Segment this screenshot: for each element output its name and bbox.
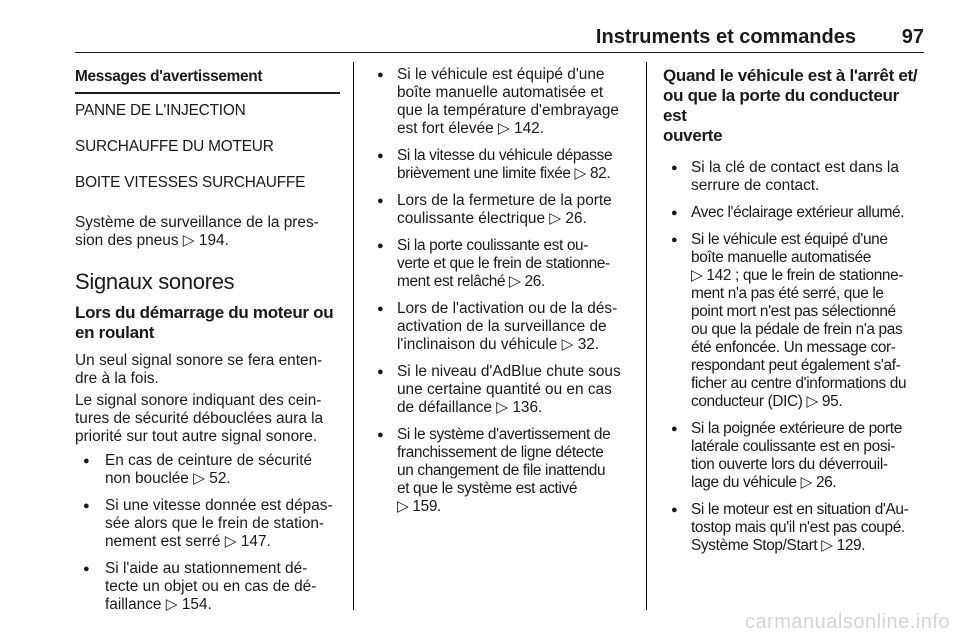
column-divider [646,62,647,610]
list-item: ● Si une vitesse donnée est dépas- sée alors que le frein de station- nement est serré ▷ 147. [75,497,340,551]
watermark: carmanualsonline.info [744,611,950,633]
column-3 [663,62,925,564]
paragraph: Un seul signal sonore se fera enten- dre à la fois. [75,352,323,387]
list-item: ● Si le système d'avertissement de franchissement de ligne détecte un changement de file inattendu et que le système est activé ▷ 159. [369,426,632,516]
column-divider [353,62,354,610]
column-2 [369,62,632,525]
paragraph: Le signal sonore indiquant des cein- tures de sécurité débouclées aura la priorité sur tout autre signal sonore. [75,392,324,445]
subsection-title: Lors du démarrage du moteur ou en roulant [75,303,334,342]
section-title: Signaux sonores [75,269,235,294]
page-header [75,24,924,53]
warning-message: BOITE VITESSES SURCHAUFFE [75,174,306,191]
list-item: ● Si l'aide au stationnement dé- tecte un objet ou en cas de dé- faillance ▷ 154. [75,560,340,614]
bullet-list [369,66,632,516]
list-item: ● Si la clé de contact est dans la serrure de contact. [663,159,925,195]
column-1 [75,62,340,623]
paragraph: Système de surveillance de la pres- sion des pneus ▷ 194. [75,214,319,249]
list-item: ● Si le niveau d'AdBlue chute sous une certaine quantité ou en cas de défaillance ▷ 136. [369,363,632,417]
page-number: 97 [901,26,924,48]
bullet-list [75,452,340,614]
header-title: Instruments et commandes [595,26,856,48]
bullet-list [663,159,925,555]
list-item: ● Si le véhicule est équipé d'une boîte manuelle automatisée et que la température d'embrayage est fort élevée ▷ 142. [369,66,632,138]
warning-message: SURCHAUFFE DU MOTEUR [75,138,274,155]
list-item: ● En cas de ceinture de sécurité non bouclée ▷ 52. [75,452,340,488]
list-item: ● Lors de l'activation ou de la dés- activation de la surveillance de l'inclinaison du véhicule ▷ 32. [369,300,632,354]
list-item: ● Avec l'éclairage extérieur allumé. [663,204,925,222]
subsection-title: Quand le véhicule est à l'arrêt et/ ou que la porte du conducteur est ouverte [663,66,918,145]
list-item: ● Si la porte coulissante est ou- verte et que le frein de stationne- ment est relâché ▷ 26. [369,237,632,291]
list-item: ● Si le moteur est en situation d'Au- tostop mais qu'il n'est pas coupé. Système Stop/Start ▷ 129. [663,501,925,555]
section-heading: Messages d'avertissement [75,62,340,94]
list-item: ● Si la vitesse du véhicule dépasse brièvement une limite fixée ▷ 82. [369,147,632,183]
list-item: ● Lors de la fermeture de la porte coulissante électrique ▷ 26. [369,192,632,228]
list-item: ● Si la poignée extérieure de porte latérale coulissante est en posi- tion ouverte lors du déverrouil- lage du véhicule ▷ 26. [663,420,925,492]
warning-message: PANNE DE L'INJECTION [75,102,246,119]
list-item: ● Si le véhicule est équipé d'une boîte manuelle automatisée ▷ 142 ; que le frein de stationne- ment n'a pas été serré, que le point mort n'est pas sélectionné ou que la pédale de frein n'a pas été enfoncée. Un message cor- respondant peut également s'af- ficher au centre d'informations du conducteur (DIC) ▷ 95. [663,231,925,411]
